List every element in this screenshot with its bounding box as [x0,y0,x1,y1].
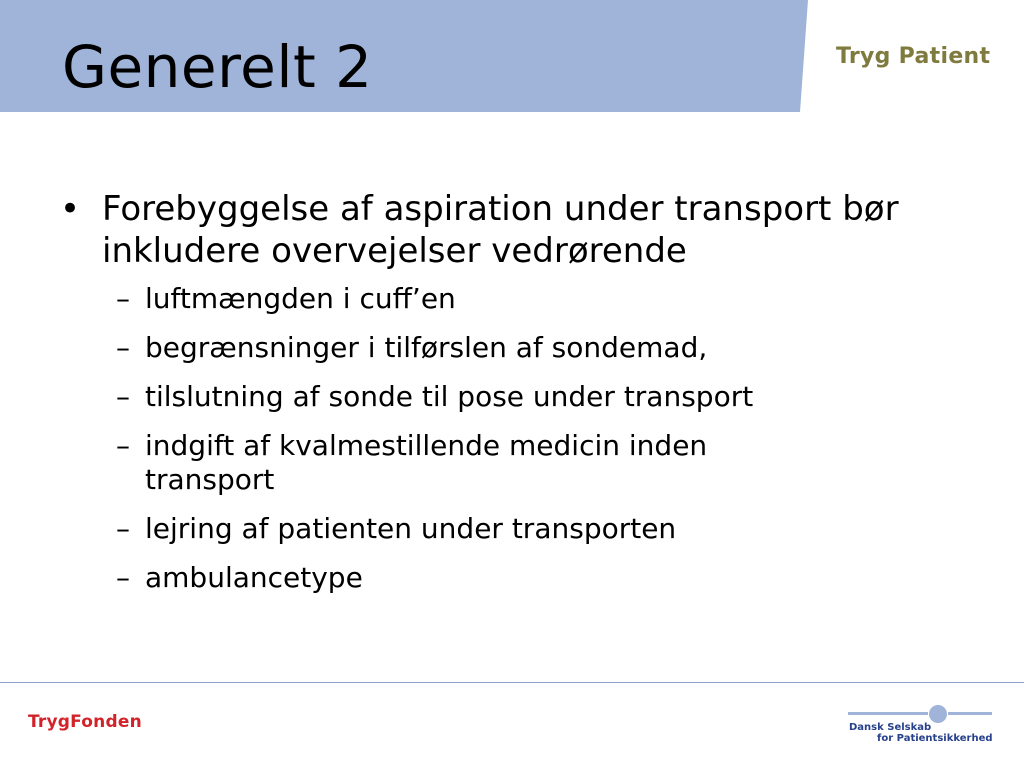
sub-bullet-text: begrænsninger i tilførslen af sondemad, [145,331,708,364]
sub-bullet-text: ambulancetype [145,561,363,594]
sub-bullet-dash: – [116,429,130,462]
sub-bullet-item [116,282,998,316]
slide-title: Generelt 2 [62,33,373,101]
tryg-patient-logo: Tryg Patient [836,44,991,69]
sub-bullet-text: lejring af patienten under transporten [145,512,677,545]
sub-bullet-text: luftmængden i cuff’en [145,282,456,315]
dsp-line2: for Patientsikkerhed [877,733,993,744]
sub-bullet-item [116,331,998,365]
sub-bullet-text: indgift af kvalmestillende medicin inden transport [145,429,708,496]
dansk-selskab-logo [846,704,996,748]
dsp-line1: Dansk Selskab [849,722,932,733]
main-bullet [58,188,998,272]
sub-bullet-dash: – [116,561,130,594]
sub-bullet-item [116,561,998,595]
trygfonden-logo: TrygFonden [28,712,142,732]
sub-bullet-item [116,380,998,414]
sub-bullet-dash: – [116,380,130,413]
sub-bullet-text: tilslutning af sonde til pose under transport [145,380,754,413]
bullet-text: Forebyggelse af aspiration under transport bør inkludere overvejelser vedrørende [102,189,899,271]
sub-bullet-item [116,429,998,497]
sub-bullet-item [116,512,998,546]
bullet-marker: • [60,189,81,229]
sub-bullet-dash: – [116,512,130,545]
slide-content [58,188,998,610]
sub-bullet-list [58,282,998,595]
footer-divider [0,682,1024,683]
sub-bullet-dash: – [116,282,130,315]
sub-bullet-dash: – [116,331,130,364]
